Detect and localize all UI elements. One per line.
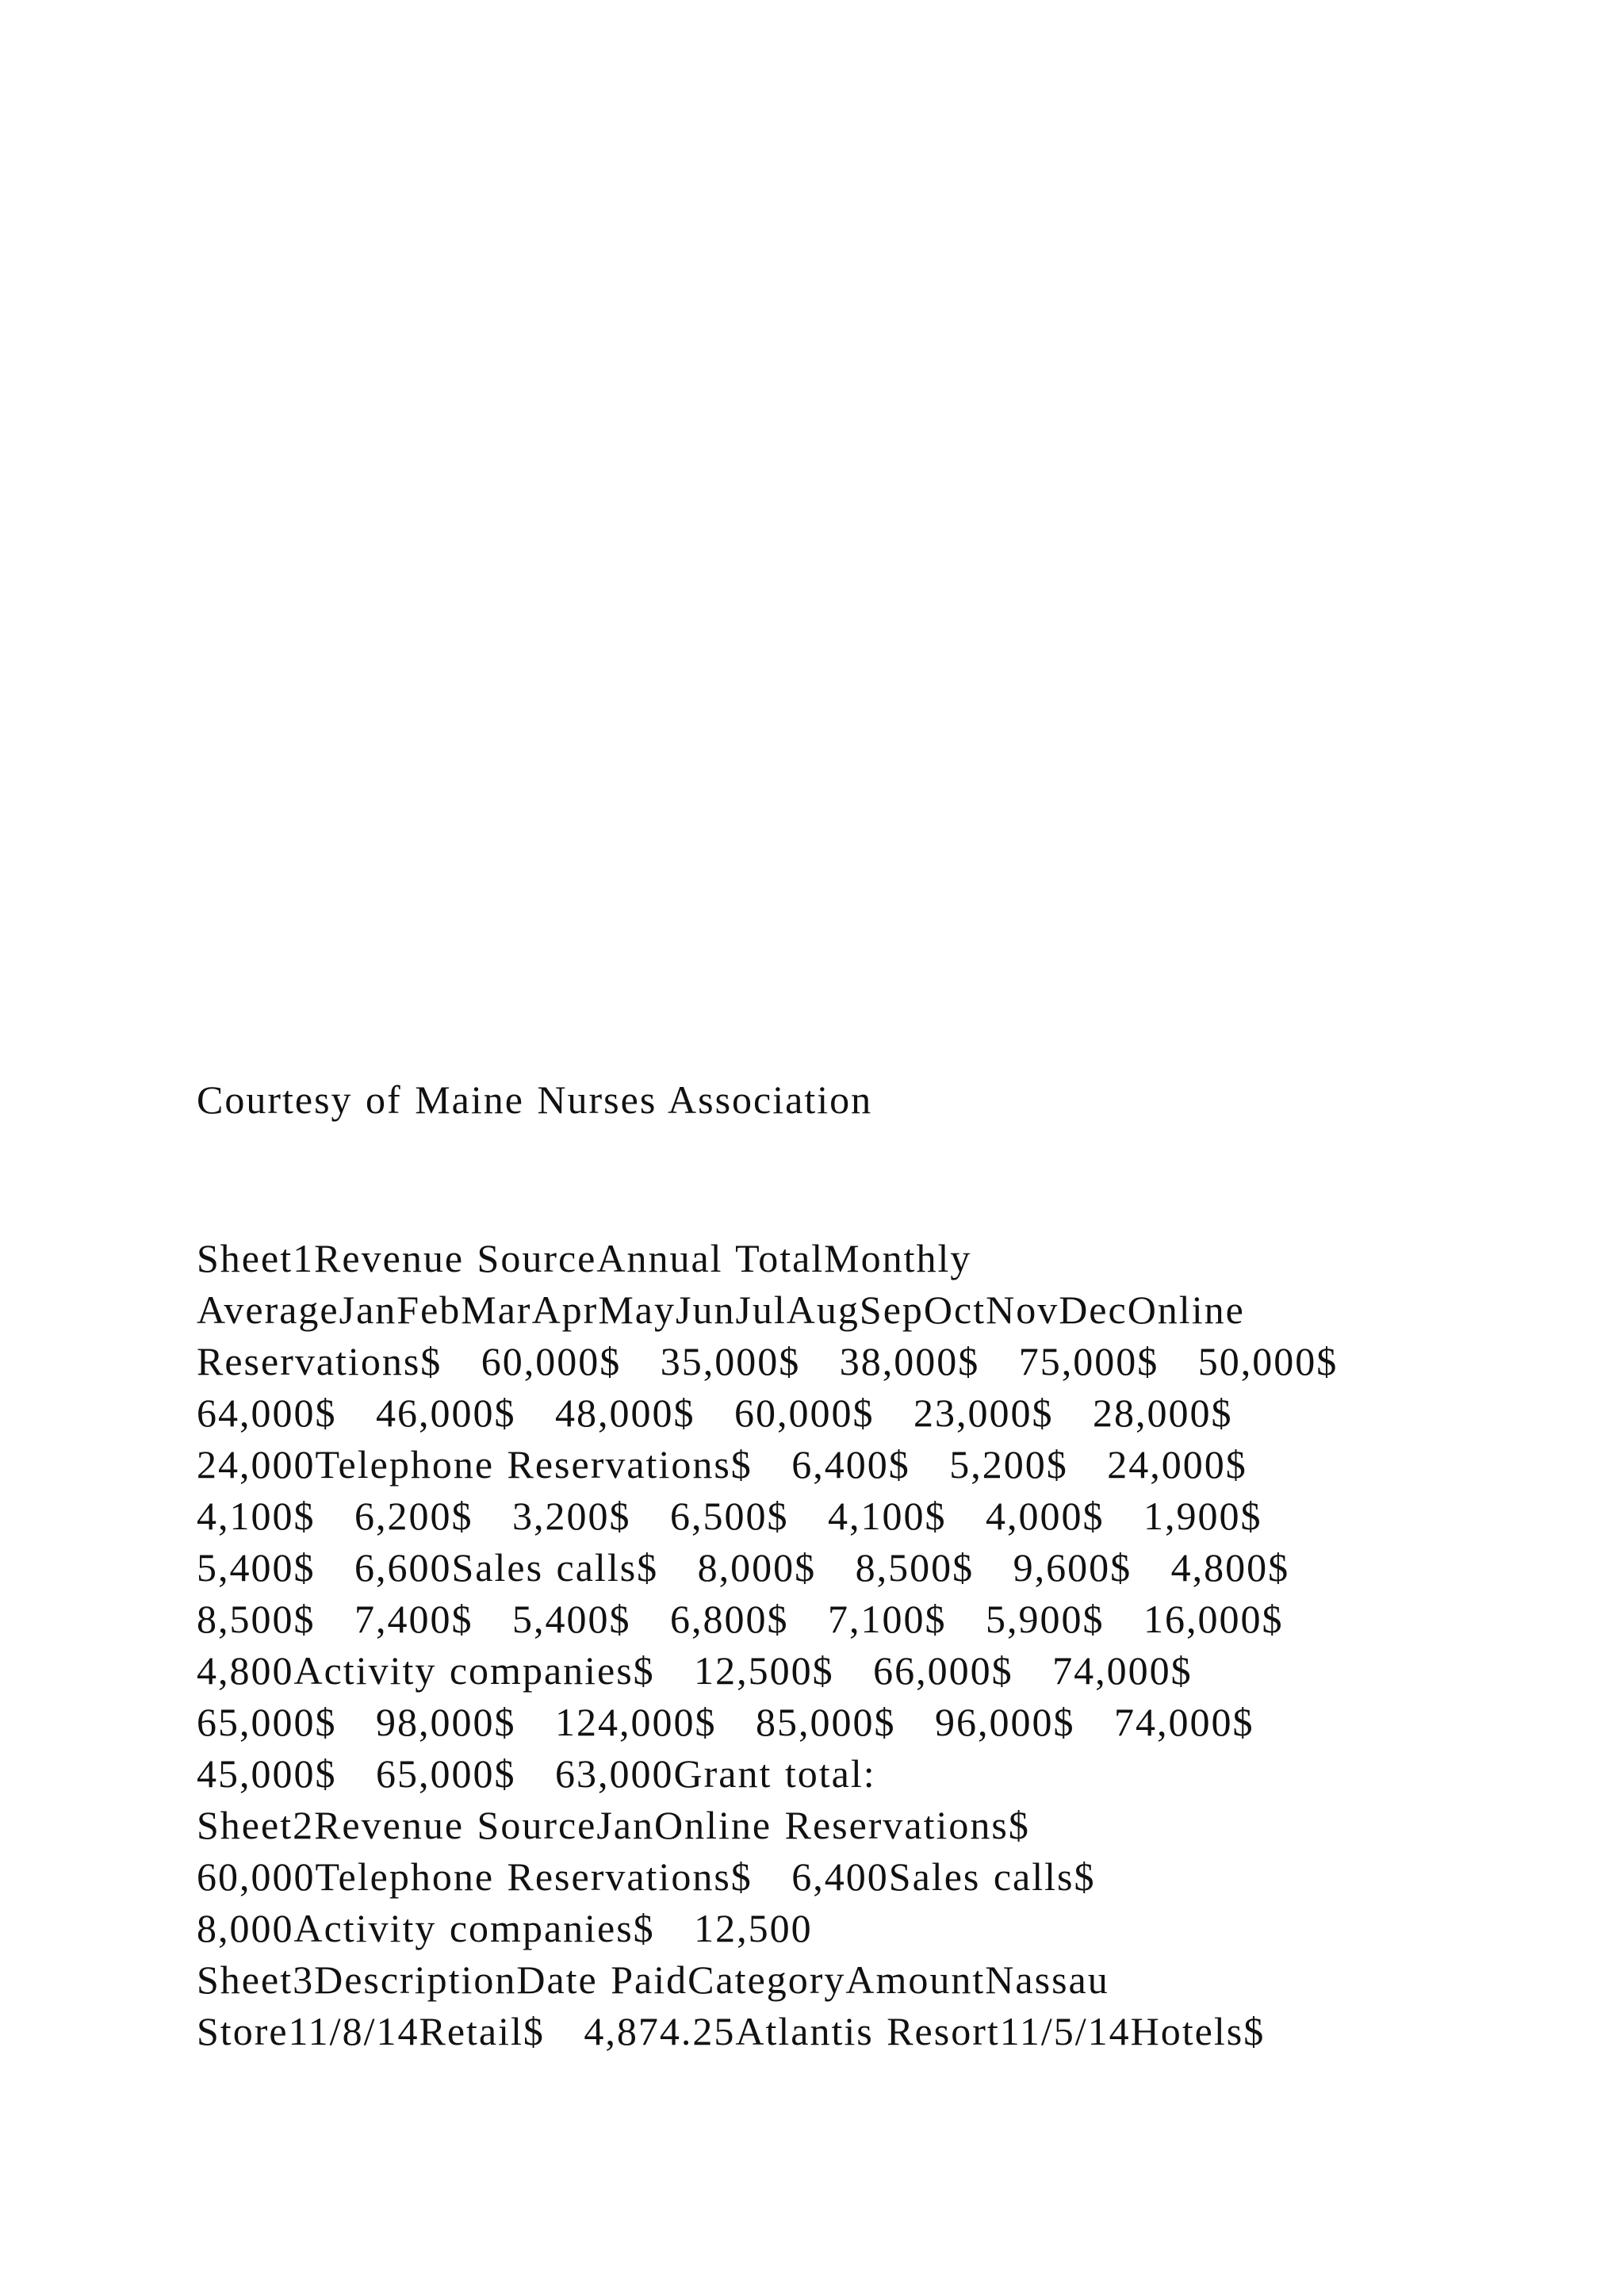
text-line: 4,800Activity companies$ 12,500$ 66,000$ 74,000$ [197, 1648, 1193, 1693]
text-line: Store11/8/14Retail$ 4,874.25Atlantis Resort11/5/14Hotels$ [197, 2009, 1266, 2053]
text-line: 8,000Activity companies$ 12,500 [197, 1906, 813, 1950]
text-line: Sheet1Revenue SourceAnnual TotalMonthly [197, 1236, 972, 1280]
courtesy-line: Courtesy of Maine Nurses Association [197, 1077, 873, 1122]
spreadsheet-text [197, 1233, 1465, 2057]
text-line: Sheet3DescriptionDate PaidCategoryAmountNassau [197, 1957, 1109, 2002]
text-line: Sheet2Revenue SourceJanOnline Reservations$ [197, 1803, 1030, 1847]
text-line: AverageJanFebMarAprMayJunJulAugSepOctNovDecOnline [197, 1288, 1245, 1332]
text-line: 65,000$ 98,000$ 124,000$ 85,000$ 96,000$ 74,000$ [197, 1700, 1254, 1744]
text-line: 24,000Telephone Reservations$ 6,400$ 5,200$ 24,000$ [197, 1442, 1247, 1487]
text-line: 4,100$ 6,200$ 3,200$ 6,500$ 4,100$ 4,000$ 1,900$ [197, 1494, 1262, 1538]
text-line: 45,000$ 65,000$ 63,000Grant total: [197, 1751, 876, 1796]
text-line: 5,400$ 6,600Sales calls$ 8,000$ 8,500$ 9,600$ 4,800$ [197, 1545, 1290, 1590]
text-line: 64,000$ 46,000$ 48,000$ 60,000$ 23,000$ 28,000$ [197, 1391, 1233, 1435]
text-line: 60,000Telephone Reservations$ 6,400Sales calls$ [197, 1854, 1096, 1899]
text-line: 8,500$ 7,400$ 5,400$ 6,800$ 7,100$ 5,900$ 16,000$ [197, 1597, 1284, 1641]
text-line: Reservations$ 60,000$ 35,000$ 38,000$ 75,000$ 50,000$ [197, 1339, 1339, 1383]
